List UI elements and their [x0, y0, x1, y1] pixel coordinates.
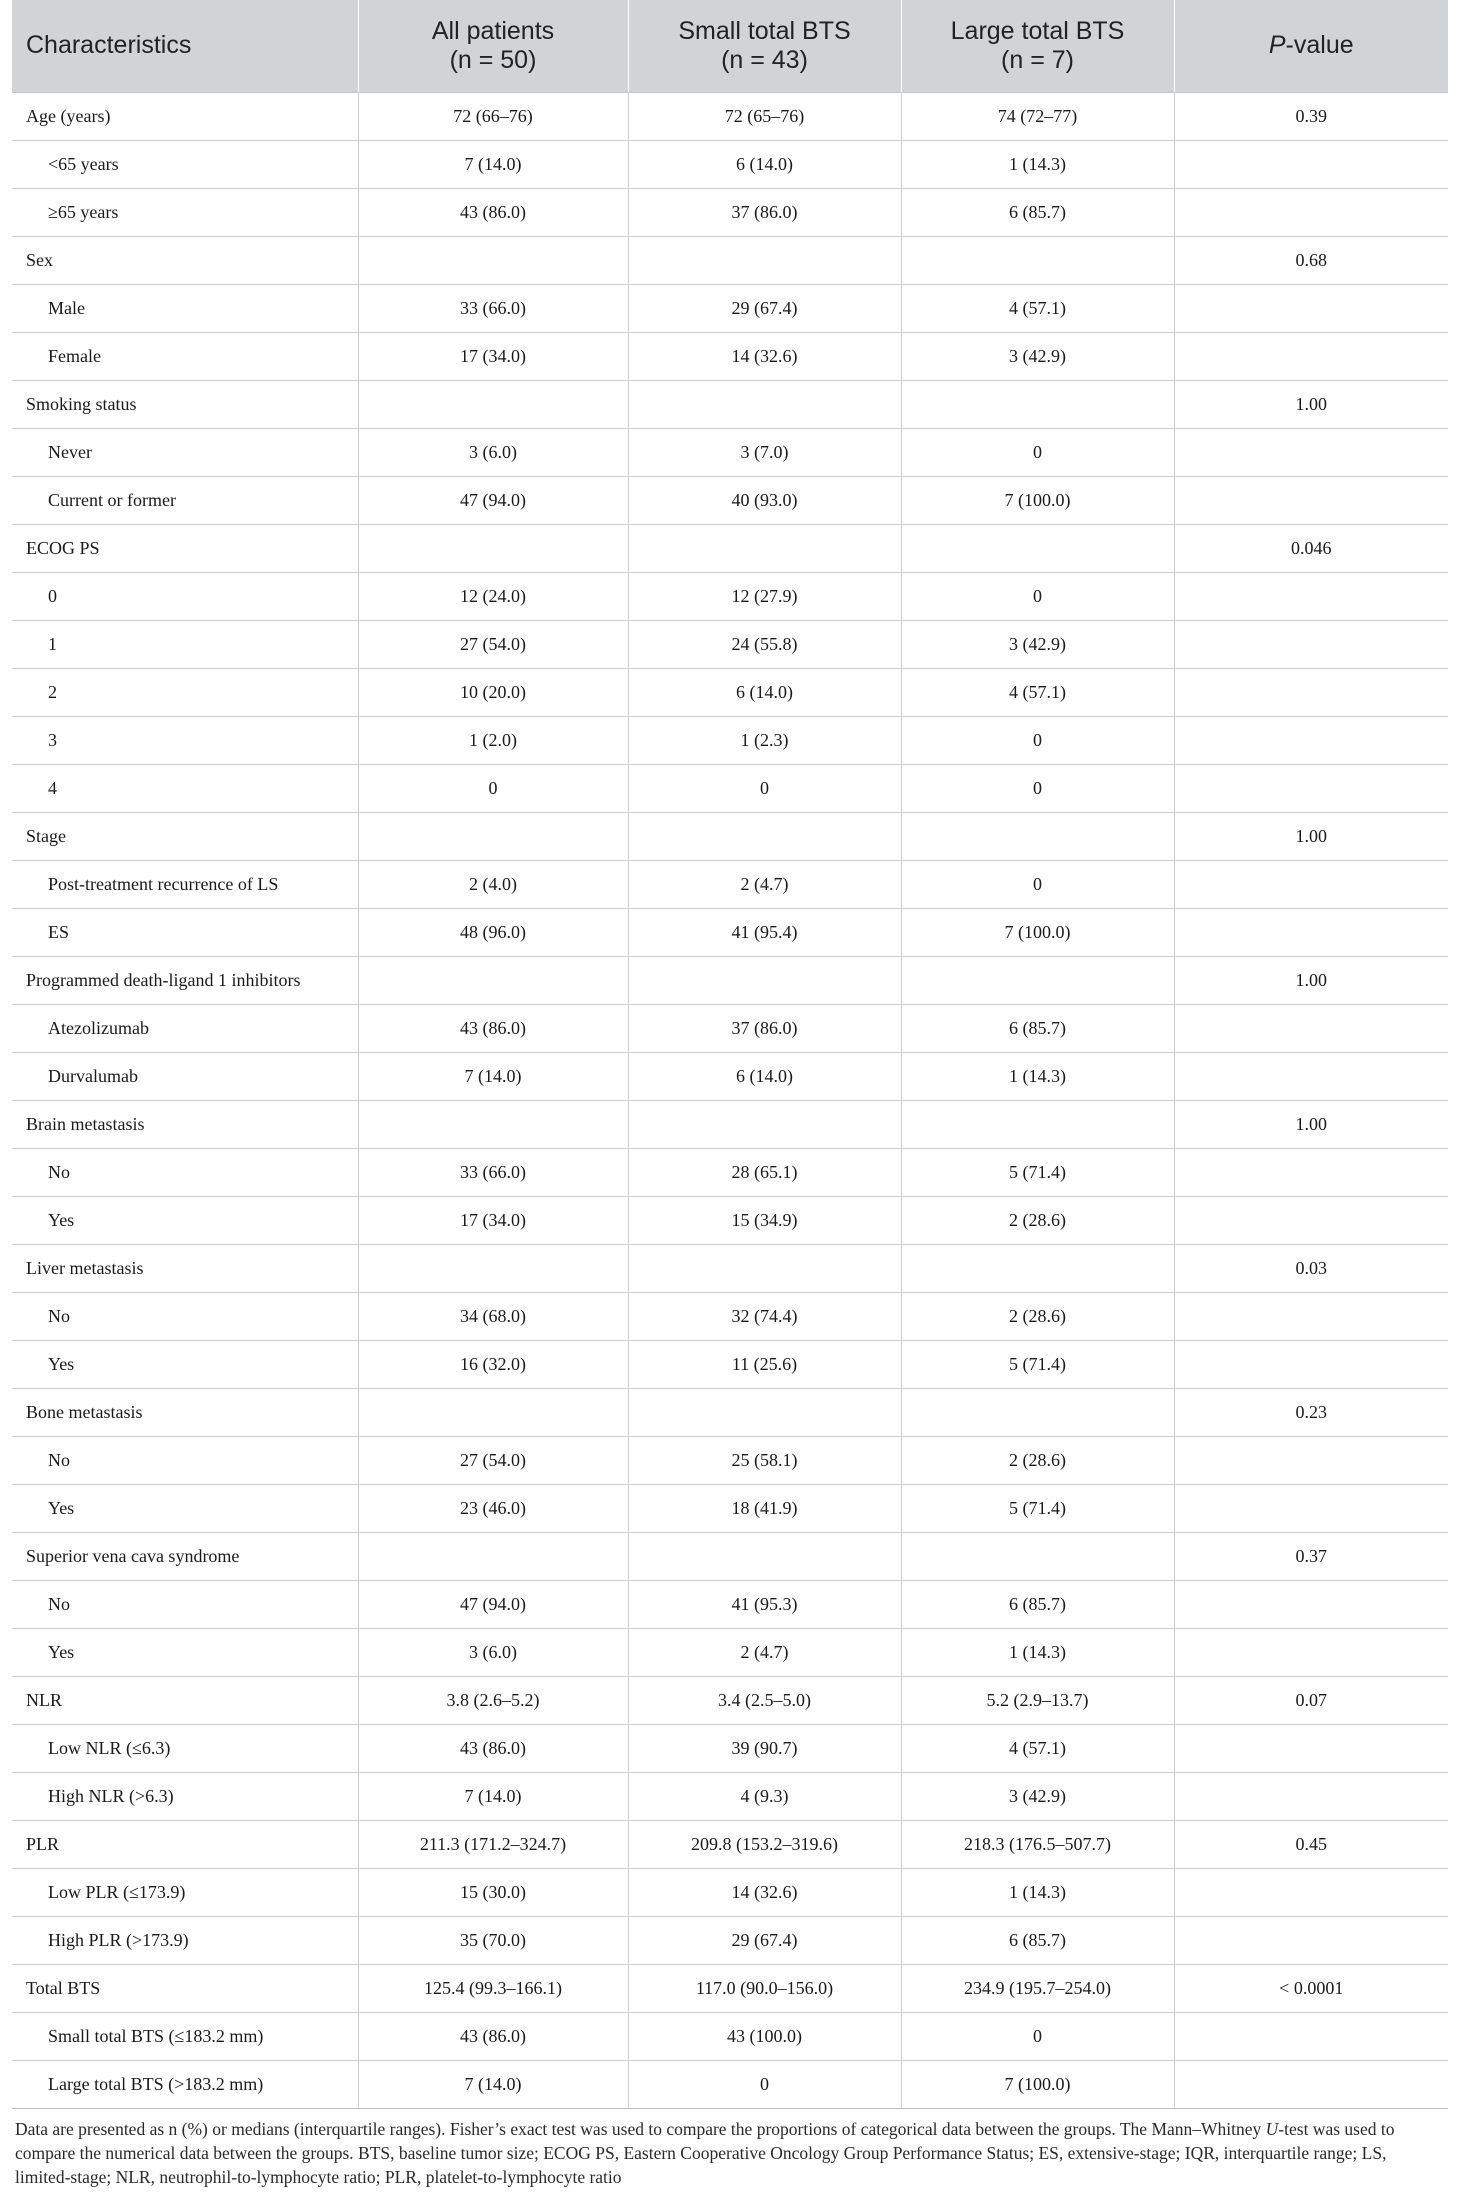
cell-large-bts: 7 (100.0)	[901, 476, 1174, 524]
cell-p-value: 1.00	[1174, 812, 1448, 860]
cell-characteristic: Superior vena cava syndrome	[12, 1532, 358, 1580]
cell-small-bts: 3 (7.0)	[628, 428, 901, 476]
cell-p-value: 0.39	[1174, 92, 1448, 140]
table-row	[12, 2060, 1448, 2108]
cell-small-bts: 12 (27.9)	[628, 572, 901, 620]
cell-small-bts: 24 (55.8)	[628, 620, 901, 668]
cell-large-bts	[901, 236, 1174, 284]
table-row	[12, 2012, 1448, 2060]
cell-large-bts: 1 (14.3)	[901, 140, 1174, 188]
cell-small-bts: 25 (58.1)	[628, 1436, 901, 1484]
cell-p-value: 0.07	[1174, 1676, 1448, 1724]
table-row	[12, 1052, 1448, 1100]
cell-large-bts: 3 (42.9)	[901, 620, 1174, 668]
table-row	[12, 1580, 1448, 1628]
cell-characteristic: No	[12, 1148, 358, 1196]
table-row	[12, 1340, 1448, 1388]
cell-p-value	[1174, 1628, 1448, 1676]
cell-large-bts: 6 (85.7)	[901, 188, 1174, 236]
header-large-bts	[901, 0, 1174, 92]
cell-characteristic: <65 years	[12, 140, 358, 188]
cell-characteristic: Low PLR (≤173.9)	[12, 1868, 358, 1916]
cell-characteristic: ECOG PS	[12, 524, 358, 572]
cell-all-patients: 2 (4.0)	[358, 860, 628, 908]
cell-all-patients	[358, 1532, 628, 1580]
cell-small-bts: 41 (95.3)	[628, 1580, 901, 1628]
cell-all-patients	[358, 1100, 628, 1148]
cell-large-bts	[901, 1388, 1174, 1436]
header-characteristics-label: Characteristics	[26, 31, 192, 60]
table-row	[12, 1100, 1448, 1148]
header-all-patients	[358, 0, 628, 92]
cell-large-bts: 234.9 (195.7–254.0)	[901, 1964, 1174, 2012]
cell-all-patients: 47 (94.0)	[358, 1580, 628, 1628]
cell-all-patients: 43 (86.0)	[358, 2012, 628, 2060]
table-row	[12, 1148, 1448, 1196]
cell-small-bts: 117.0 (90.0–156.0)	[628, 1964, 901, 2012]
cell-characteristic: Brain metastasis	[12, 1100, 358, 1148]
cell-all-patients	[358, 812, 628, 860]
cell-characteristic: Male	[12, 284, 358, 332]
cell-p-value: 1.00	[1174, 1100, 1448, 1148]
cell-large-bts: 74 (72–77)	[901, 92, 1174, 140]
cell-all-patients: 47 (94.0)	[358, 476, 628, 524]
table-container	[12, 0, 1448, 2189]
cell-large-bts: 1 (14.3)	[901, 1052, 1174, 1100]
cell-p-value	[1174, 332, 1448, 380]
header-p-value-italic: P	[1268, 31, 1286, 60]
cell-large-bts: 0	[901, 860, 1174, 908]
header-p-value-rest: -value	[1285, 31, 1354, 60]
cell-large-bts: 5.2 (2.9–13.7)	[901, 1676, 1174, 1724]
header-row	[12, 0, 1448, 92]
cell-characteristic: Yes	[12, 1628, 358, 1676]
cell-characteristic: Female	[12, 332, 358, 380]
cell-all-patients: 34 (68.0)	[358, 1292, 628, 1340]
cell-large-bts: 3 (42.9)	[901, 1772, 1174, 1820]
cell-p-value	[1174, 476, 1448, 524]
cell-p-value	[1174, 1340, 1448, 1388]
cell-p-value	[1174, 764, 1448, 812]
cell-p-value	[1174, 1916, 1448, 1964]
cell-large-bts: 3 (42.9)	[901, 332, 1174, 380]
cell-large-bts: 2 (28.6)	[901, 1436, 1174, 1484]
table-row	[12, 1388, 1448, 1436]
table-row	[12, 140, 1448, 188]
cell-all-patients: 211.3 (171.2–324.7)	[358, 1820, 628, 1868]
cell-all-patients: 33 (66.0)	[358, 284, 628, 332]
cell-all-patients	[358, 1244, 628, 1292]
cell-characteristic: ≥65 years	[12, 188, 358, 236]
cell-small-bts	[628, 956, 901, 1004]
cell-large-bts	[901, 1532, 1174, 1580]
cell-all-patients: 43 (86.0)	[358, 1724, 628, 1772]
cell-characteristic: Durvalumab	[12, 1052, 358, 1100]
table-row	[12, 380, 1448, 428]
cell-all-patients	[358, 1388, 628, 1436]
cell-characteristic: No	[12, 1292, 358, 1340]
cell-p-value: 0.03	[1174, 1244, 1448, 1292]
cell-all-patients: 27 (54.0)	[358, 1436, 628, 1484]
table-row	[12, 1772, 1448, 1820]
cell-large-bts	[901, 1100, 1174, 1148]
cell-all-patients: 23 (46.0)	[358, 1484, 628, 1532]
cell-p-value: 0.45	[1174, 1820, 1448, 1868]
cell-p-value	[1174, 1484, 1448, 1532]
cell-p-value	[1174, 1052, 1448, 1100]
cell-large-bts	[901, 380, 1174, 428]
cell-small-bts	[628, 1244, 901, 1292]
table-row	[12, 1724, 1448, 1772]
table-row	[12, 1244, 1448, 1292]
cell-p-value	[1174, 572, 1448, 620]
table-row	[12, 1916, 1448, 1964]
header-large-bts-n: (n = 7)	[1001, 45, 1074, 74]
table-row	[12, 1820, 1448, 1868]
table-header	[12, 0, 1448, 92]
cell-all-patients: 10 (20.0)	[358, 668, 628, 716]
cell-small-bts	[628, 812, 901, 860]
header-all-patients-label: All patients	[431, 16, 555, 45]
cell-large-bts: 5 (71.4)	[901, 1340, 1174, 1388]
table-row	[12, 1532, 1448, 1580]
footnote-italic-u: U	[1265, 2118, 1279, 2139]
cell-p-value	[1174, 716, 1448, 764]
table-row	[12, 1196, 1448, 1244]
cell-small-bts: 29 (67.4)	[628, 1916, 901, 1964]
cell-p-value: < 0.0001	[1174, 1964, 1448, 2012]
cell-large-bts	[901, 956, 1174, 1004]
table-row	[12, 668, 1448, 716]
cell-large-bts	[901, 1244, 1174, 1292]
cell-small-bts: 29 (67.4)	[628, 284, 901, 332]
cell-large-bts: 1 (14.3)	[901, 1628, 1174, 1676]
cell-small-bts	[628, 1100, 901, 1148]
table-row	[12, 1676, 1448, 1724]
cell-small-bts: 6 (14.0)	[628, 1052, 901, 1100]
cell-all-patients: 33 (66.0)	[358, 1148, 628, 1196]
cell-large-bts	[901, 524, 1174, 572]
cell-p-value	[1174, 428, 1448, 476]
cell-characteristic: 0	[12, 572, 358, 620]
cell-characteristic: 4	[12, 764, 358, 812]
table-row	[12, 1628, 1448, 1676]
cell-all-patients: 125.4 (99.3–166.1)	[358, 1964, 628, 2012]
cell-small-bts: 1 (2.3)	[628, 716, 901, 764]
cell-all-patients: 7 (14.0)	[358, 2060, 628, 2108]
cell-all-patients	[358, 236, 628, 284]
cell-large-bts: 6 (85.7)	[901, 1004, 1174, 1052]
cell-all-patients: 17 (34.0)	[358, 1196, 628, 1244]
cell-large-bts: 1 (14.3)	[901, 1868, 1174, 1916]
cell-characteristic: ES	[12, 908, 358, 956]
cell-characteristic: High NLR (>6.3)	[12, 1772, 358, 1820]
cell-large-bts: 2 (28.6)	[901, 1196, 1174, 1244]
table-row	[12, 92, 1448, 140]
table-row	[12, 1868, 1448, 1916]
cell-large-bts	[901, 812, 1174, 860]
table-footnote	[15, 2117, 1446, 2189]
cell-large-bts: 7 (100.0)	[901, 2060, 1174, 2108]
cell-p-value: 1.00	[1174, 380, 1448, 428]
cell-p-value: 0.68	[1174, 236, 1448, 284]
cell-p-value	[1174, 2060, 1448, 2108]
cell-p-value	[1174, 1292, 1448, 1340]
cell-characteristic: Current or former	[12, 476, 358, 524]
cell-characteristic: Atezolizumab	[12, 1004, 358, 1052]
cell-all-patients	[358, 524, 628, 572]
cell-characteristic: Yes	[12, 1196, 358, 1244]
cell-characteristic: Stage	[12, 812, 358, 860]
cell-small-bts	[628, 524, 901, 572]
cell-all-patients: 3.8 (2.6–5.2)	[358, 1676, 628, 1724]
cell-all-patients: 16 (32.0)	[358, 1340, 628, 1388]
cell-characteristic: Sex	[12, 236, 358, 284]
cell-small-bts: 2 (4.7)	[628, 860, 901, 908]
cell-large-bts: 4 (57.1)	[901, 1724, 1174, 1772]
cell-all-patients: 48 (96.0)	[358, 908, 628, 956]
table-row	[12, 476, 1448, 524]
cell-p-value	[1174, 860, 1448, 908]
cell-small-bts: 209.8 (153.2–319.6)	[628, 1820, 901, 1868]
cell-characteristic: Small total BTS (≤183.2 mm)	[12, 2012, 358, 2060]
cell-all-patients: 3 (6.0)	[358, 1628, 628, 1676]
cell-small-bts	[628, 1388, 901, 1436]
table-row	[12, 620, 1448, 668]
cell-p-value	[1174, 140, 1448, 188]
cell-large-bts: 4 (57.1)	[901, 284, 1174, 332]
cell-all-patients: 72 (66–76)	[358, 92, 628, 140]
cell-characteristic: PLR	[12, 1820, 358, 1868]
cell-large-bts: 0	[901, 764, 1174, 812]
cell-small-bts: 43 (100.0)	[628, 2012, 901, 2060]
cell-all-patients: 15 (30.0)	[358, 1868, 628, 1916]
cell-all-patients: 27 (54.0)	[358, 620, 628, 668]
cell-small-bts: 14 (32.6)	[628, 332, 901, 380]
cell-all-patients: 3 (6.0)	[358, 428, 628, 476]
table-body	[12, 92, 1448, 2108]
cell-characteristic: No	[12, 1580, 358, 1628]
cell-all-patients: 17 (34.0)	[358, 332, 628, 380]
cell-small-bts: 11 (25.6)	[628, 1340, 901, 1388]
cell-large-bts: 7 (100.0)	[901, 908, 1174, 956]
table-row	[12, 524, 1448, 572]
cell-large-bts: 5 (71.4)	[901, 1148, 1174, 1196]
cell-large-bts: 6 (85.7)	[901, 1580, 1174, 1628]
cell-all-patients: 35 (70.0)	[358, 1916, 628, 1964]
table-row	[12, 284, 1448, 332]
cell-all-patients: 7 (14.0)	[358, 1052, 628, 1100]
cell-p-value	[1174, 908, 1448, 956]
cell-large-bts: 0	[901, 2012, 1174, 2060]
cell-small-bts	[628, 1532, 901, 1580]
cell-characteristic: Smoking status	[12, 380, 358, 428]
header-large-bts-label: Large total BTS	[950, 16, 1125, 45]
cell-small-bts	[628, 380, 901, 428]
table-row	[12, 332, 1448, 380]
cell-p-value	[1174, 284, 1448, 332]
cell-characteristic: High PLR (>173.9)	[12, 1916, 358, 1964]
table-row	[12, 188, 1448, 236]
table-row	[12, 1484, 1448, 1532]
cell-p-value: 1.00	[1174, 956, 1448, 1004]
header-characteristics	[12, 0, 358, 92]
cell-large-bts: 2 (28.6)	[901, 1292, 1174, 1340]
table-row	[12, 1436, 1448, 1484]
cell-small-bts: 0	[628, 2060, 901, 2108]
cell-small-bts: 32 (74.4)	[628, 1292, 901, 1340]
cell-p-value	[1174, 1772, 1448, 1820]
cell-p-value	[1174, 1724, 1448, 1772]
cell-large-bts: 0	[901, 428, 1174, 476]
cell-small-bts: 3.4 (2.5–5.0)	[628, 1676, 901, 1724]
table-row	[12, 716, 1448, 764]
cell-small-bts: 6 (14.0)	[628, 140, 901, 188]
header-small-bts-label: Small total BTS	[678, 16, 851, 45]
cell-all-patients: 1 (2.0)	[358, 716, 628, 764]
cell-p-value	[1174, 188, 1448, 236]
cell-large-bts: 4 (57.1)	[901, 668, 1174, 716]
cell-large-bts: 0	[901, 716, 1174, 764]
cell-p-value	[1174, 1580, 1448, 1628]
cell-small-bts: 18 (41.9)	[628, 1484, 901, 1532]
cell-small-bts: 6 (14.0)	[628, 668, 901, 716]
cell-large-bts: 5 (71.4)	[901, 1484, 1174, 1532]
cell-characteristic: Yes	[12, 1340, 358, 1388]
table-row	[12, 956, 1448, 1004]
cell-characteristic: Low NLR (≤6.3)	[12, 1724, 358, 1772]
cell-all-patients	[358, 956, 628, 1004]
cell-characteristic: Age (years)	[12, 92, 358, 140]
cell-p-value	[1174, 2012, 1448, 2060]
cell-small-bts: 37 (86.0)	[628, 1004, 901, 1052]
cell-large-bts: 218.3 (176.5–507.7)	[901, 1820, 1174, 1868]
table-row	[12, 812, 1448, 860]
cell-p-value	[1174, 1004, 1448, 1052]
table-row	[12, 860, 1448, 908]
cell-small-bts: 14 (32.6)	[628, 1868, 901, 1916]
cell-characteristic: 1	[12, 620, 358, 668]
cell-all-patients: 7 (14.0)	[358, 140, 628, 188]
cell-small-bts: 39 (90.7)	[628, 1724, 901, 1772]
cell-all-patients: 43 (86.0)	[358, 188, 628, 236]
table-row	[12, 1004, 1448, 1052]
cell-p-value	[1174, 668, 1448, 716]
cell-characteristic: NLR	[12, 1676, 358, 1724]
cell-all-patients: 0	[358, 764, 628, 812]
table-row	[12, 236, 1448, 284]
cell-characteristic: Large total BTS (>183.2 mm)	[12, 2060, 358, 2108]
table-row	[12, 908, 1448, 956]
cell-characteristic: Total BTS	[12, 1964, 358, 2012]
cell-p-value	[1174, 620, 1448, 668]
cell-characteristic: Bone metastasis	[12, 1388, 358, 1436]
header-p-value	[1174, 0, 1448, 92]
header-small-bts-n: (n = 43)	[721, 45, 808, 74]
characteristics-table	[12, 0, 1448, 2109]
footnote-text-1: Data are presented as n (%) or medians (interquartile ranges). Fisher’s exact test was used to compare the proportions of categorical data between the groups. The Mann–Whitney	[15, 2118, 1266, 2139]
cell-p-value	[1174, 1868, 1448, 1916]
cell-characteristic: Never	[12, 428, 358, 476]
cell-small-bts: 2 (4.7)	[628, 1628, 901, 1676]
cell-small-bts	[628, 236, 901, 284]
cell-all-patients: 12 (24.0)	[358, 572, 628, 620]
cell-characteristic: Liver metastasis	[12, 1244, 358, 1292]
table-row	[12, 1292, 1448, 1340]
table-row	[12, 572, 1448, 620]
cell-small-bts: 41 (95.4)	[628, 908, 901, 956]
cell-small-bts: 0	[628, 764, 901, 812]
cell-characteristic: Programmed death-ligand 1 inhibitors	[12, 956, 358, 1004]
table-row	[12, 428, 1448, 476]
cell-small-bts: 28 (65.1)	[628, 1148, 901, 1196]
cell-p-value	[1174, 1148, 1448, 1196]
header-all-patients-n: (n = 50)	[449, 45, 537, 74]
cell-small-bts: 40 (93.0)	[628, 476, 901, 524]
cell-large-bts: 6 (85.7)	[901, 1916, 1174, 1964]
cell-large-bts: 0	[901, 572, 1174, 620]
cell-characteristic: Post-treatment recurrence of LS	[12, 860, 358, 908]
cell-characteristic: No	[12, 1436, 358, 1484]
cell-small-bts: 37 (86.0)	[628, 188, 901, 236]
cell-p-value	[1174, 1436, 1448, 1484]
cell-characteristic: 3	[12, 716, 358, 764]
cell-p-value: 0.23	[1174, 1388, 1448, 1436]
cell-characteristic: Yes	[12, 1484, 358, 1532]
footnote-text-2: -test was used to compare the numerical data between the groups. BTS, baseline tumor size; ECOG PS, Eastern Cooperative Oncology Group Performance Status; ES, extensive-stage; IQR, interquartile range; LS, limited-stage; NLR, neutrophil-to-lymphocyte ratio; PLR, platelet-to-lymphocyte ratio	[15, 2118, 1395, 2187]
cell-all-patients	[358, 380, 628, 428]
table-row	[12, 1964, 1448, 2012]
table-row	[12, 764, 1448, 812]
header-small-bts	[628, 0, 901, 92]
cell-p-value: 0.046	[1174, 524, 1448, 572]
cell-small-bts: 4 (9.3)	[628, 1772, 901, 1820]
cell-all-patients: 43 (86.0)	[358, 1004, 628, 1052]
cell-small-bts: 15 (34.9)	[628, 1196, 901, 1244]
cell-p-value: 0.37	[1174, 1532, 1448, 1580]
cell-characteristic: 2	[12, 668, 358, 716]
cell-p-value	[1174, 1196, 1448, 1244]
cell-all-patients: 7 (14.0)	[358, 1772, 628, 1820]
cell-small-bts: 72 (65–76)	[628, 92, 901, 140]
